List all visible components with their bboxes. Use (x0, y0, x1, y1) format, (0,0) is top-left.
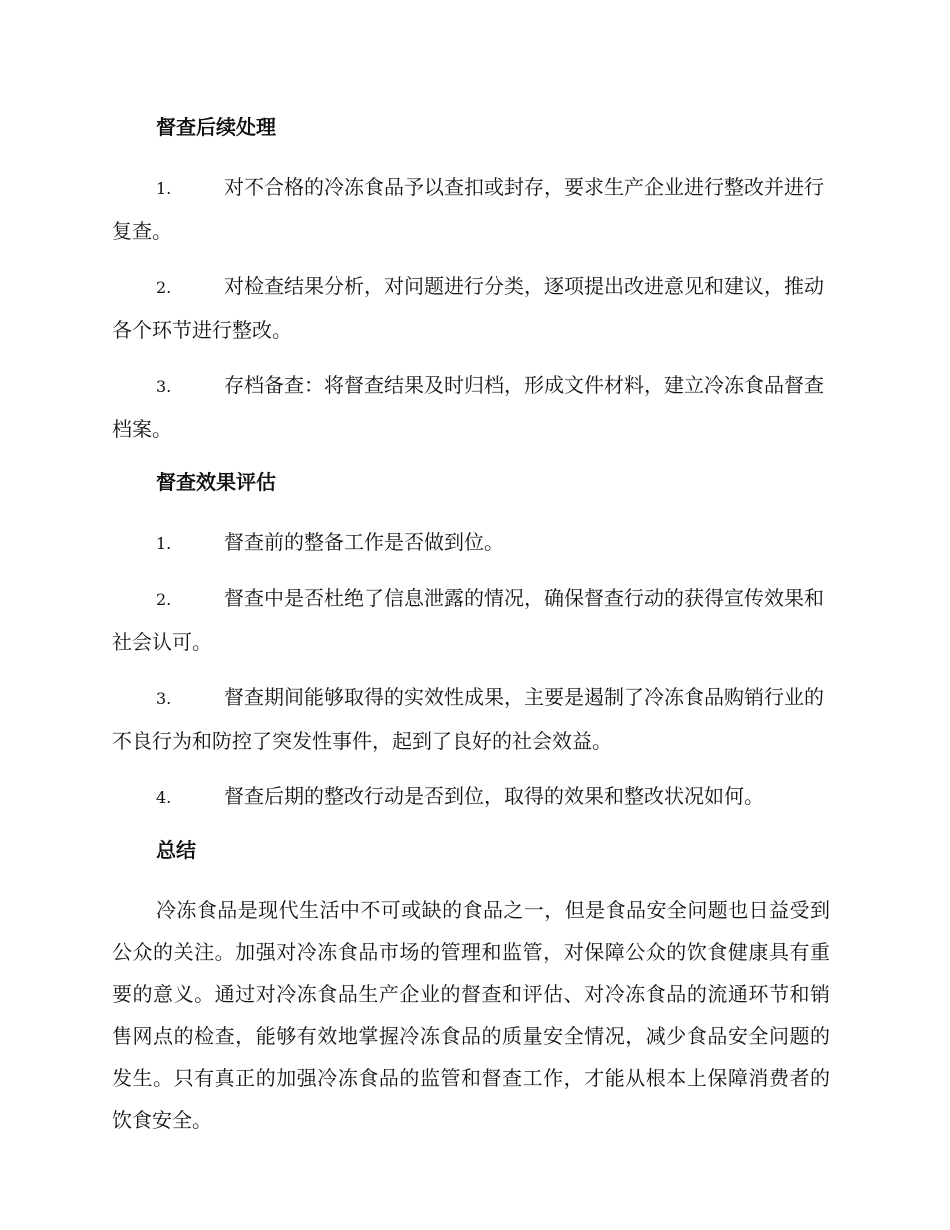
list-item (112, 364, 830, 451)
list-item-text: 督查后期的整改行动是否到位，取得的效果和整改状况如何。 (224, 784, 764, 808)
list-item-number: 2. (156, 278, 172, 297)
list-item-number: 3. (156, 377, 172, 396)
list-item-text: 对检查结果分析，对问题进行分类，逐项提出改进意见和建议，推动各个环节进行整改。 (112, 274, 824, 342)
list-item (112, 265, 830, 352)
list-item-number: 1. (156, 534, 172, 553)
list-item-text: 督查中是否杜绝了信息泄露的情况，确保督查行动的获得宣传效果和社会认可。 (112, 586, 824, 654)
list-item-text: 督查前的整备工作是否做到位。 (224, 530, 504, 554)
section-heading: 督查效果评估 (156, 470, 276, 494)
list-item-number: 2. (156, 590, 172, 609)
list-item-text: 督查期间能够取得的实效性成果，主要是遏制了冷冻食品购销行业的不良行为和防控了突发性事件，起到了良好的社会效益。 (112, 685, 824, 753)
list-item-number: 4. (156, 788, 172, 807)
summary-paragraph: 冷冻食品是现代生活中不可或缺的食品之一，但是食品安全问题也日益受到公众的关注。加强对冷冻食品市场的管理和监管，对保障公众的饮食健康具有重要的意义。通过对冷冻食品生产企业的督查和评估、对冷冻食品的流通环节和销售网点的检查，能够有效地掌握冷冻食品的质量安全情况，减少食品安全问题的发生。只有真正的加强冷冻食品的监管和督查工作，才能从根本上保障消费者的饮食安全。 (112, 898, 830, 1132)
list-item (112, 775, 830, 819)
numbered-list (112, 166, 830, 451)
list-item (112, 676, 830, 763)
section-heading: 督查后续处理 (156, 115, 276, 139)
section-heading: 总结 (156, 838, 196, 862)
list-item (112, 521, 830, 565)
list-item-number: 3. (156, 689, 172, 708)
list-item-number: 1. (156, 179, 172, 198)
list-item-text: 对不合格的冷冻食品予以查扣或封存，要求生产企业进行整改并进行复查。 (112, 175, 824, 243)
list-item (112, 577, 830, 664)
list-item (112, 166, 830, 253)
numbered-list (112, 521, 830, 819)
list-item-text: 存档备查：将督查结果及时归档，形成文件材料，建立冷冻食品督查档案。 (112, 373, 824, 441)
